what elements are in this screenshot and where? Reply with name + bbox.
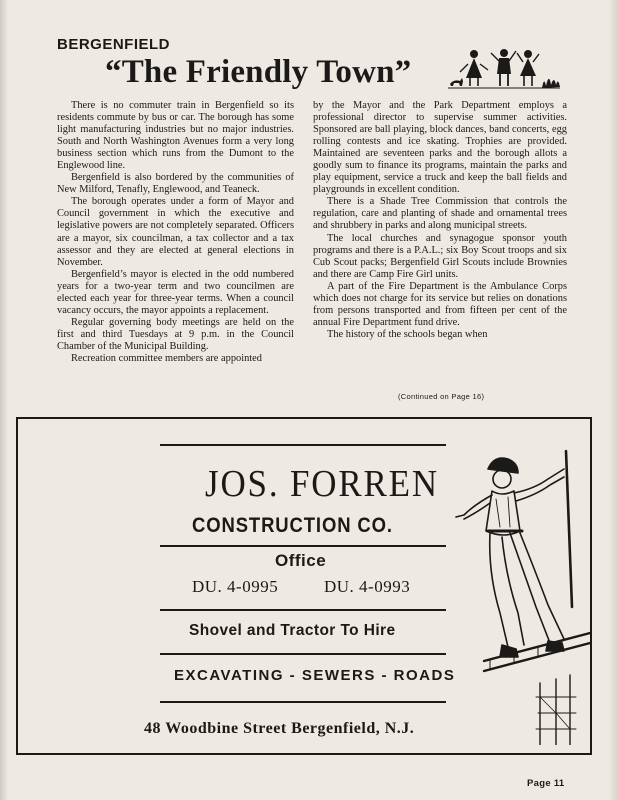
page-edge <box>608 0 618 800</box>
paragraph: by the Mayor and the Park Department employs a professional director to supervise summer activities. Sponsored are ball playing, block dances, band concerts, egg rolling contests and ice skating. Trophies are provided. Maintained are seventeen parks and the borough allots a goodly sum to finance its programs, maintain the parks and play equipment, service a truck and keep the ball fields and playgrounds in excellent condition. <box>313 100 567 196</box>
paragraph: Bergenfield’s mayor is elected in the odd numbered years for a two-year term and two councilmen are elected each year for three-year terms. When a council vacancy occurs, the mayor appoints a replacement. <box>57 268 294 316</box>
paragraph: There is a Shade Tree Commission that controls the regulation, care and planting of shade and ornamental trees and shrubbery in parks and along municipal streets. <box>313 196 567 232</box>
paragraph: Regular governing body meetings are held on the first and third Tuesdays at 9 p.m. in the Council Chamber of the Municipal Building. <box>57 316 294 352</box>
article-title: “The Friendly Town” <box>105 54 412 90</box>
paragraph: There is no commuter train in Bergenfield so its residents commute by bus or car. The borough has some light manufacturing industries but no major industries. South and North Washington Avenues form a very long business section which runs from the Dumont to the Englewood line. <box>57 100 294 172</box>
paragraph: The history of the schools began when <box>327 328 488 340</box>
town-heading: BERGENFIELD <box>57 36 171 53</box>
divider <box>160 444 446 446</box>
phone-number: DU. 4-0995 <box>192 577 279 596</box>
divider <box>160 609 446 611</box>
specialties-line: EXCAVATING - SEWERS - ROADS <box>174 667 456 684</box>
article-column-right <box>313 100 567 341</box>
construction-worker-illustration <box>444 447 590 745</box>
company-name: JOS. FORREN <box>205 463 439 505</box>
divider <box>160 653 446 655</box>
company-address: 48 Woodbine Street Bergenfield, N.J. <box>144 720 415 737</box>
divider <box>160 701 446 703</box>
service-line: Shovel and Tractor To Hire <box>189 622 396 639</box>
children-playing-illustration <box>448 44 560 90</box>
continued-note: (Continued on Page 16) <box>398 392 485 401</box>
construction-advertisement <box>16 417 592 755</box>
office-label: Office <box>275 551 327 570</box>
divider <box>160 545 446 547</box>
paragraph: Recreation committee members are appointed <box>71 352 262 364</box>
paragraph: A part of the Fire Department is the Ambulance Corps which does not charge for its service but relies on donations from persons transported and from fifteen per cent of the annual Fire Department fund drive. <box>313 280 567 328</box>
paragraph: The local churches and synagogue sponsor youth programs and there is a P.A.L.; six Boy Scout troops and six Cub Scout packs; Bergenfield Girl Scouts include Brownies and there are Camp Fire Girl units. <box>313 232 567 280</box>
paragraph: Bergenfield is also bordered by the communities of New Milford, Tenafly, Englewood, and Teaneck. <box>57 172 294 196</box>
binding-shadow <box>0 0 8 800</box>
company-type: CONSTRUCTION CO. <box>192 514 393 537</box>
page-number: Page 11 <box>527 778 565 789</box>
paragraph: The borough operates under a form of Mayor and Council government in which the executive and legislative powers are not completely separated. Officers are a mayor, six councilman, a tax collector and a tax assessor and they are elected at general elections in November. <box>57 196 294 268</box>
phone-number: DU. 4-0993 <box>324 577 411 596</box>
article-column-left <box>57 100 294 365</box>
